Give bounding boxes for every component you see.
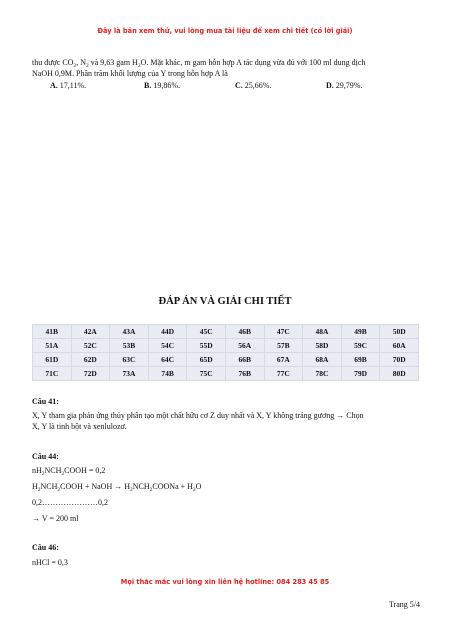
answer-row [33, 353, 419, 367]
answer-cell: 46B [225, 325, 264, 339]
answer-cell: 49B [341, 325, 380, 339]
answer-cell: 58D [303, 339, 342, 353]
option-b: B. 19,86%. [144, 81, 181, 90]
answer-cell: 44D [148, 325, 187, 339]
bottom-banner: Mọi thắc mắc vui lòng xin liên hệ hotline: 084 283 45 85 [120, 578, 330, 586]
answer-cell: 65D [187, 353, 226, 367]
answer-cell: 74B [148, 367, 187, 381]
option-d: D. 29,79%. [326, 81, 363, 90]
answer-cell: 55D [187, 339, 226, 353]
q41-line2: X, Y là tinh bột và xenlulozơ. [32, 422, 127, 431]
answer-cell: 75C [187, 367, 226, 381]
q44-line3: 0,2…………………0,2 [32, 498, 108, 507]
top-banner: Đây là bản xem thử, vui lòng mua tài liệu để xem chi tiết (có lời giải) [97, 27, 353, 35]
q44-line4: → V = 200 ml [32, 514, 79, 523]
answer-cell: 70D [380, 353, 419, 367]
answer-cell: 78C [303, 367, 342, 381]
answer-row [33, 339, 419, 353]
question-text-line1: thu được $CO_2$, $N_2$ và 9,63 gam $H_2O$. Mặt khác, m gam hỗn hợp A tác dụng vừa đủ với 100 ml dung dịch [32, 58, 366, 69]
answer-cell: 61D [33, 353, 72, 367]
answer-cell: 56A [225, 339, 264, 353]
answer-cell: 71C [33, 367, 72, 381]
answer-cell: 51A [33, 339, 72, 353]
answer-cell: 45C [187, 325, 226, 339]
answer-cell: 42A [71, 325, 110, 339]
answers-heading: ĐÁP ÁN VÀ GIẢI CHI TIẾT [158, 296, 292, 307]
answer-cell: 41B [33, 325, 72, 339]
option-c: C. 25,66%. [235, 81, 272, 90]
q41-title: Câu 41: [32, 397, 59, 406]
answer-cell: 77C [264, 367, 303, 381]
q46-line1: nHCl = 0,3 [32, 558, 68, 567]
answer-cell: 50D [380, 325, 419, 339]
answer-cell: 57B [264, 339, 303, 353]
answer-cell: 48A [303, 325, 342, 339]
answer-cell: 59C [341, 339, 380, 353]
answer-cell: 73A [110, 367, 149, 381]
answer-cell: 47C [264, 325, 303, 339]
q44-line1: $nH_2NCH_2COOH = 0,2$ [32, 466, 106, 477]
question-text-line2: NaOH 0,9M. Phần trăm khối lượng của Y trong hỗn hợp A là [32, 69, 228, 78]
page-number: Trang 5/4 [388, 600, 420, 609]
answer-cell: 62D [71, 353, 110, 367]
answer-cell: 67A [264, 353, 303, 367]
answer-cell: 43A [110, 325, 149, 339]
answer-cell: 64C [148, 353, 187, 367]
option-a: A. 17,11%. [50, 81, 87, 90]
answer-key-table [32, 324, 419, 381]
answer-cell: 54C [148, 339, 187, 353]
answer-cell: 79D [341, 367, 380, 381]
answer-cell: 68A [303, 353, 342, 367]
q41-line1: X, Y tham gia phản ứng thủy phân tạo một chất hữu cơ Z duy nhất và X, Y không tráng gương → Chọn [32, 411, 364, 420]
answer-cell: 53B [110, 339, 149, 353]
answer-cell: 76B [225, 367, 264, 381]
answer-cell: 66B [225, 353, 264, 367]
answer-cell: 69B [341, 353, 380, 367]
q44-title: Câu 44: [32, 452, 59, 461]
q44-line2: $H_2NCH_2COOH$ + NaOH → $H_2NCH_2COONa + H_2O$ [32, 482, 202, 493]
answer-cell: 80D [380, 367, 419, 381]
q46-title: Câu 46: [32, 543, 59, 552]
answer-row [33, 367, 419, 381]
answer-cell: 63C [110, 353, 149, 367]
answer-cell: 72D [71, 367, 110, 381]
answer-cell: 52C [71, 339, 110, 353]
answer-row [33, 325, 419, 339]
answer-cell: 60A [380, 339, 419, 353]
